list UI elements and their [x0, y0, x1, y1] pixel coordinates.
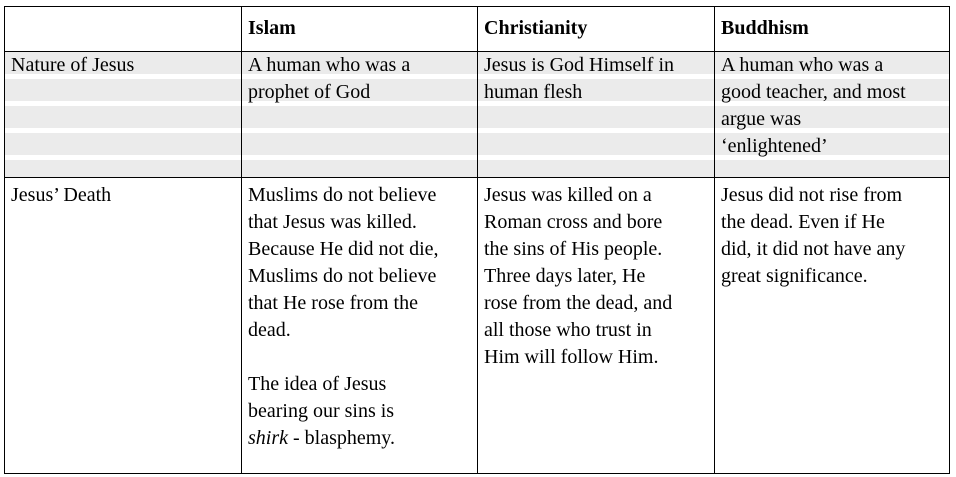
cell-christianity-nature	[478, 52, 715, 178]
table-row-nature-of-jesus	[5, 52, 950, 178]
cell-text-line: ‘enlightened’	[721, 135, 828, 157]
cell-text-line: the sins of His people.	[484, 238, 663, 260]
table-row-jesus-death	[5, 178, 950, 474]
cell-text-line: great significance.	[721, 265, 868, 287]
cell-text-line: Muslims do not believe	[248, 184, 437, 206]
italic-term: shirk	[248, 427, 288, 449]
header-cell-empty	[5, 7, 242, 52]
cell-text-line: good teacher, and most	[721, 81, 906, 103]
header-cell-buddhism: Buddhism	[715, 7, 950, 52]
header-cell-islam: Islam	[242, 7, 478, 52]
cell-text-line: did, it did not have any	[721, 238, 906, 260]
cell-text-rest: - blasphemy.	[288, 427, 396, 449]
row-label-cell	[5, 178, 242, 474]
cell-text-line: all those who trust in	[484, 319, 652, 341]
cell-text-line: argue was	[721, 108, 802, 130]
cell-text-line: that He rose from the	[248, 292, 418, 314]
row-label: Nature of Jesus	[11, 54, 135, 76]
cell-text-line: Because He did not die,	[248, 238, 439, 260]
cell-buddhism-death	[715, 178, 950, 474]
cell-text-line: Jesus is God Himself in	[484, 54, 674, 76]
cell-text-line: Jesus did not rise from	[721, 184, 903, 206]
cell-text-line: that Jesus was killed.	[248, 211, 417, 233]
cell-text-line: bearing our sins is	[248, 400, 395, 422]
cell-text-line: Him will follow Him.	[484, 346, 659, 368]
cell-islam-nature	[242, 52, 478, 178]
cell-text-line: the dead. Even if He	[721, 211, 885, 233]
cell-text-line: human flesh	[484, 81, 583, 103]
cell-christianity-death	[478, 178, 715, 474]
cell-text-line: The idea of Jesus	[248, 373, 387, 395]
cell-text-line: prophet of God	[248, 81, 371, 103]
header-row	[5, 7, 950, 52]
cell-text-line: dead.	[248, 319, 291, 341]
comparison-table	[4, 6, 950, 474]
cell-text-line: Muslims do not believe	[248, 265, 437, 287]
row-label: Jesus’ Death	[11, 184, 112, 206]
cell-text-line: A human who was a	[721, 54, 884, 76]
cell-buddhism-nature	[715, 52, 950, 178]
cell-text-line	[248, 425, 471, 452]
cell-text-line: Three days later, He	[484, 265, 646, 287]
header-cell-christianity: Christianity	[478, 7, 715, 52]
cell-islam-death	[242, 178, 478, 474]
cell-text-line: A human who was a	[248, 54, 411, 76]
cell-text-line: Jesus was killed on a	[484, 184, 652, 206]
cell-text-line: Roman cross and bore	[484, 211, 663, 233]
cell-text-line: rose from the dead, and	[484, 292, 673, 314]
row-label-cell	[5, 52, 242, 178]
